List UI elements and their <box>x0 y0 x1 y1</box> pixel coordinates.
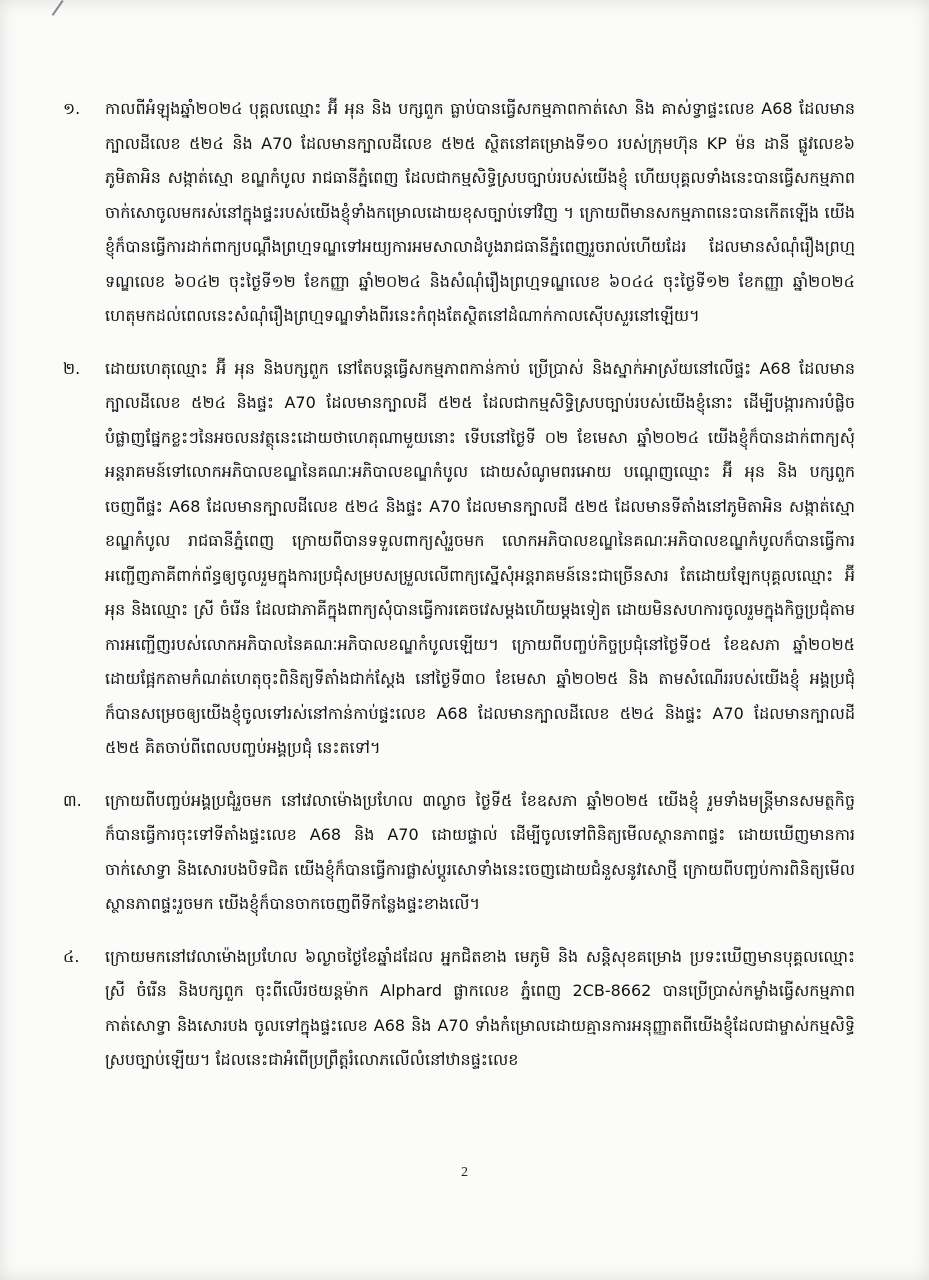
paragraph-number: ៣. <box>63 790 82 810</box>
document-body <box>55 92 855 1096</box>
paragraph-number: ១. <box>63 99 81 118</box>
paragraph-number: ២. <box>63 358 81 378</box>
paragraph-text: កាលពីអំឡុងឆ្នាំ២០២៤ បុគ្គលឈ្មោះ អ៊ី អុន និង បក្សពួក ធ្លាប់បានធ្វើសកម្មភាពកាត់សោ និង គាស់ទ្វាផ្ទះលេខ A68 ដែលមានក្បាលដីលេខ ៥២៤ និង A70 ដែលមានក្បាលដីលេខ ៥២៥ ស្ថិតនៅគម្រោងទី១០ របស់ក្រុមហ៊ុន KP ម៉ន ដានី ផ្លូវលេខ៦ ភូមិតាអិន សង្កាត់ស្មោ ខណ្ឌកំបូល រាជធានីភ្នំពេញ ដែលជាកម្មសិទ្ធិស្របច្បាប់របស់យើងខ្ញុំ ហើយបុគ្គលទាំងនេះបានធ្វើសកម្មភាពចាក់សោចូលមករស់នៅក្នុងផ្ទះរបស់យើងខ្ញុំទាំងកម្រោលដោយខុសច្បាប់ទៅវិញ ។ ក្រោយពីមានសកម្មភាពនេះបានកើតឡើង យើងខ្ញុំក៏បានធ្វើការដាក់ពាក្យបណ្តឹងព្រហ្មទណ្ឌទៅអយ្យការអមសាលាដំបូងរាជធានីភ្នំពេញរួចរាល់ហើយដែរ ដែលមានសំណុំរឿងព្រហ្មទណ្ឌលេខ ៦០៤២ ចុះថ្ងៃទី១២ ខែកញ្ញា ឆ្នាំ២០២៤ និងសំណុំរឿងព្រហ្មទណ្ឌលេខ ៦០៤៤ ចុះថ្ងៃទី១២ ខែកញ្ញា ឆ្នាំ២០២៤ ហេតុមកដល់ពេលនេះសំណុំរឿងព្រហ្មទណ្ឌទាំងពីរនេះកំពុងតែស្ថិតនៅដំណាក់កាលស៊ើបសួរនៅឡើយ។ <box>105 99 855 325</box>
paragraph-4 <box>55 940 855 1078</box>
paragraph-text: ក្រោយមកនៅវេលាម៉ោងប្រហែល ៦ល្ងាចថ្ងៃខែឆ្នាំដដែល អ្នកជិតខាង មេភូមិ និង សន្តិសុខគម្រោង ប្រទះឃើញមានបុគ្គលឈ្មោះ ស្រី ចំរើន និងបក្សពួក ចុះពីលើរថយន្តម៉ាក Alphard ផ្លាកលេខ ភ្នំពេញ 2CB-8662 បានប្រើប្រាស់កម្លាំងធ្វើសកម្មភាពកាត់សោទ្វា និងសោរបង ចូលទៅក្នុងផ្ទះលេខ A68 និង A70 ទាំងកំម្រោលដោយគ្មានការអនុញ្ញាតពីយើងខ្ញុំដែលជាម្ចាស់កម្មសិទ្ធិស្របច្បាប់ឡើយ។ ដែលនេះជាអំពើប្រព្រឹត្តរំលោភលើលំនៅឋានផ្ទះលេខ <box>105 946 855 1069</box>
paragraph-text: ក្រោយពីបញ្ចប់អង្គប្រជុំរួចមក នៅវេលាម៉ោងប្រហែល ៣ល្ងាច ថ្ងៃទី៥ ខែឧសភា ឆ្នាំ២០២៥ យើងខ្ញុំ រួមទាំងមន្ត្រីមានសមត្ថកិច្ច ក៏បានធ្វើការចុះទៅទីតាំងផ្ទះលេខ A68 និង A70 ដោយផ្ទាល់ ដើម្បីចូលទៅពិនិត្យមើលស្ថានភាពផ្ទះ ដោយឃើញមានការចាក់សោទ្វា និងសោរបងបិទជិត យើងខ្ញុំក៏បានធ្វើការផ្លាស់ប្តូរសោទាំងនេះចេញដោយជំនួសនូវសោថ្មី ក្រោយពីបញ្ចប់ការពិនិត្យមើលស្ថានភាពផ្ទះរួចមក យើងខ្ញុំក៏បានចាកចេញពីទីកន្លែងផ្ទះខាងលើ។ <box>105 790 855 913</box>
paragraph-2 <box>55 352 855 766</box>
paragraph-number: ៤. <box>63 946 80 966</box>
page-number: 2 <box>461 1165 468 1180</box>
paragraph-text: ដោយហេតុឈ្មោះ អ៊ី អុន និងបក្សពួក នៅតែបន្តធ្វើសកម្មភាពកាន់កាប់ ប្រើប្រាស់ និងស្នាក់អាស្រ័យនៅលើផ្ទះ A68 ដែលមានក្បាលដីលេខ ៥២៤ និងផ្ទះ A70 ដែលមានក្បាលដី ៥២៥ ដែលជាកម្មសិទ្ធិស្របច្បាប់របស់យើងខ្ញុំនោះ ដើម្បីបង្ការការបំផ្លិចបំផ្លាញផ្នែកខ្លះៗនៃអចលនវត្ថុនេះដោយថាហេតុណាមួយនោះ ទើបនៅថ្ងៃទី ០២ ខែមេសា ឆ្នាំ២០២៤ យើងខ្ញុំក៏បានដាក់ពាក្យសុំអន្តរាគមន៍ទៅលោកអភិបាលខណ្ឌនៃគណៈអភិបាលខណ្ឌកំបូល ដោយសំណូមពរអោយ បណ្តេញឈ្មោះ អ៊ី អុន និង បក្សពួក ចេញពីផ្ទះ A68 ដែលមានក្បាលដីលេខ ៥២៤ និងផ្ទះ A70 ដែលមានក្បាលដី ៥២៥ ដែលមានទីតាំងនៅភូមិតាអិន សង្កាត់ស្មោ ខណ្ឌកំបូល រាជធានីភ្នំពេញ ក្រោយពីបានទទួលពាក្យសុំរួចមក លោកអភិបាលខណ្ឌនៃគណៈអភិបាលខណ្ឌកំបូលក៏បានធ្វើការអញ្ជើញភាគីពាក់ព័ន្ធឲ្យចូលរួមក្នុងការប្រជុំសម្របសម្រួលលើពាក្យស្នើសុំអន្តរាគមន៍នេះជាច្រើនសារ តែដោយឡែកបុគ្គលឈ្មោះ អ៊ី អុន និងឈ្មោះ ស្រី ចំរើន ដែលជាភាគីក្នុងពាក្យសុំបានធ្វើការគេចវេសម្តងហើយម្តងទៀត ដោយមិនសហការចូលរួមក្នុងកិច្ចប្រជុំតាមការអញ្ជើញរបស់លោកអភិបាលនៃគណៈអភិបាលខណ្ឌកំបូលឡើយ។ ក្រោយពីបញ្ចប់កិច្ចប្រជុំនៅថ្ងៃទី០៥ ខែឧសភា ឆ្នាំ២០២៥ ដោយផ្អែកតាមកំណត់ហេតុចុះពិនិត្យទីតាំងជាក់ស្តែង នៅថ្ងៃទី៣០ ខែមេសា ឆ្នាំ២០២៥ និង តាមសំណើររបស់យើងខ្ញុំ អង្គប្រជុំក៏បានសម្រេចឲ្យយើងខ្ញុំចូលទៅរស់នៅកាន់កាប់ផ្ទះលេខ A68 ដែលមានក្បាលដីលេខ ៥២៤ និងផ្ទះ A70 ដែលមានក្បាលដី ៥២៥ គិតចាប់ពីពេលបញ្ចប់អង្គប្រជុំ នេះតទៅ។ <box>105 358 855 757</box>
paragraph-1 <box>55 92 855 334</box>
scan-mark <box>52 0 79 26</box>
paragraph-3 <box>55 784 855 922</box>
